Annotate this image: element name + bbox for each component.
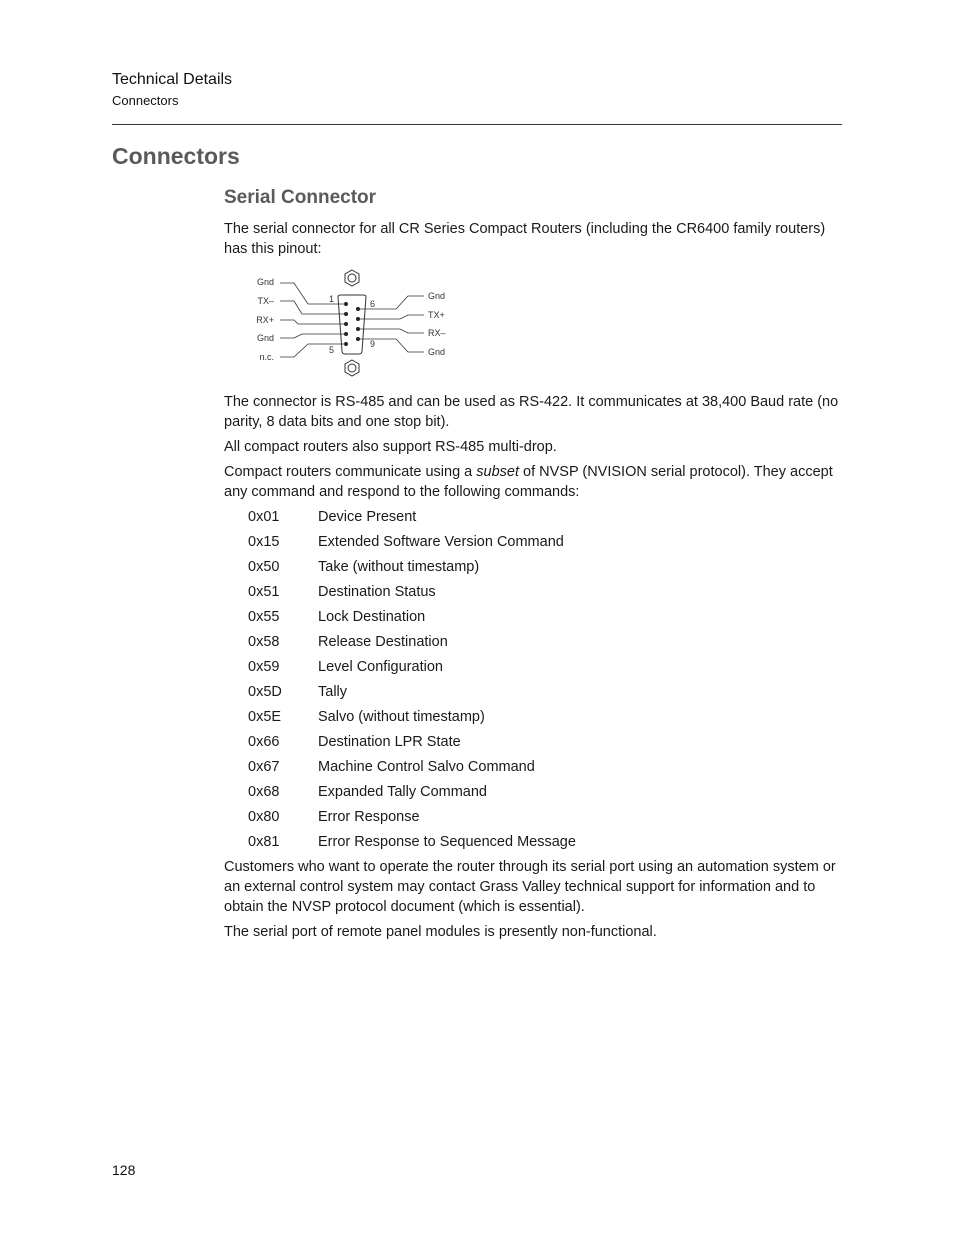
command-row xyxy=(248,557,479,577)
command-name: Take (without timestamp) xyxy=(318,559,480,575)
command-row xyxy=(248,607,425,627)
command-row xyxy=(248,757,535,777)
command-code: 0x15 xyxy=(248,534,280,550)
command-name: Extended Software Version Command xyxy=(318,534,564,550)
command-name: Device Present xyxy=(318,509,417,525)
command-code: 0x50 xyxy=(248,559,280,575)
command-code: 0x58 xyxy=(248,634,280,650)
command-row xyxy=(248,682,347,702)
command-name: Tally xyxy=(318,684,348,700)
command-row xyxy=(248,732,461,752)
command-row xyxy=(248,582,436,602)
command-row xyxy=(248,707,485,727)
command-name: Release Destination xyxy=(318,634,448,650)
pin-label-right-4: Gnd xyxy=(428,347,446,357)
subsection-heading: Serial Connector xyxy=(224,187,377,208)
pin-label-left-5: n.c. xyxy=(259,352,274,362)
pin-label-left-3: RX+ xyxy=(256,315,274,325)
top-screw-icon xyxy=(345,270,359,286)
connector-pins xyxy=(344,302,360,346)
header-divider xyxy=(112,124,842,125)
subset-emphasis: subset xyxy=(476,464,519,480)
command-code: 0x5E xyxy=(248,709,282,725)
command-name: Destination Status xyxy=(318,584,436,600)
command-row xyxy=(248,632,448,652)
running-header-title: Technical Details xyxy=(112,71,233,88)
command-code: 0x55 xyxy=(248,609,280,625)
pin-label-right-2: TX+ xyxy=(428,310,445,320)
command-name: Level Configuration xyxy=(318,659,443,675)
command-name: Machine Control Salvo Command xyxy=(318,759,535,775)
support-paragraph: Customers who want to operate the router through its serial port using an automation system or an external control system may contact Grass Valley technical support for information and to obtain the NVSP protocol document (which is essential). xyxy=(224,859,836,915)
right-leader-lines xyxy=(358,296,424,352)
command-row xyxy=(248,832,576,852)
bottom-screw-icon xyxy=(345,360,359,376)
pin-number-5: 5 xyxy=(329,345,335,355)
remote-panel-note: The serial port of remote panel modules is presently non-functional. xyxy=(224,924,657,940)
pin-number-6: 6 xyxy=(370,299,376,309)
pin-label-left-4: Gnd xyxy=(256,333,274,343)
command-code: 0x66 xyxy=(248,734,280,750)
command-row xyxy=(248,657,443,677)
page-number: 128 xyxy=(112,1162,136,1178)
command-name: Error Response to Sequenced Message xyxy=(318,834,576,850)
command-row xyxy=(248,782,487,802)
section-heading: Connectors xyxy=(112,143,240,169)
intro-paragraph: The serial connector for all CR Series Compact Routers (including the CR6400 family routers) has this pinout: xyxy=(224,221,826,257)
running-header-subtitle: Connectors xyxy=(112,93,179,108)
command-name: Lock Destination xyxy=(318,609,426,625)
pin-label-left-1: Gnd xyxy=(256,277,274,287)
multidrop-note: All compact routers also support RS-485 multi-drop. xyxy=(224,439,557,455)
protocol-paragraph: Compact routers communicate using a subset of NVSP (NVISION serial protocol). They accept any command and respond to the following commands: xyxy=(224,464,833,500)
command-name: Salvo (without timestamp) xyxy=(318,709,485,725)
left-leader-lines xyxy=(280,283,346,357)
db9-pinout-diagram xyxy=(250,266,460,382)
command-name: Error Response xyxy=(318,809,420,825)
command-code: 0x68 xyxy=(248,784,280,800)
command-code: 0x67 xyxy=(248,759,280,775)
command-code: 0x01 xyxy=(248,509,280,525)
command-row xyxy=(248,532,564,552)
command-name: Destination LPR State xyxy=(318,734,461,750)
command-name: Expanded Tally Command xyxy=(318,784,487,800)
command-row xyxy=(248,807,420,827)
command-code: 0x59 xyxy=(248,659,280,675)
command-code: 0x81 xyxy=(248,834,280,850)
pin-label-right-1: Gnd xyxy=(428,291,446,301)
pin-number-9: 9 xyxy=(370,339,376,349)
command-code: 0x51 xyxy=(248,584,280,600)
command-row xyxy=(248,507,416,527)
pin-label-right-3: RX– xyxy=(428,328,446,338)
pin-label-left-2: TX– xyxy=(257,296,274,306)
pin-number-1: 1 xyxy=(329,294,335,304)
connector-description: The connector is RS-485 and can be used as RS-422. It communicates at 38,400 Baud rate (no parity, 8 data bits and one stop bit). xyxy=(224,394,839,430)
command-code: 0x5D xyxy=(248,684,282,700)
command-code: 0x80 xyxy=(248,809,280,825)
